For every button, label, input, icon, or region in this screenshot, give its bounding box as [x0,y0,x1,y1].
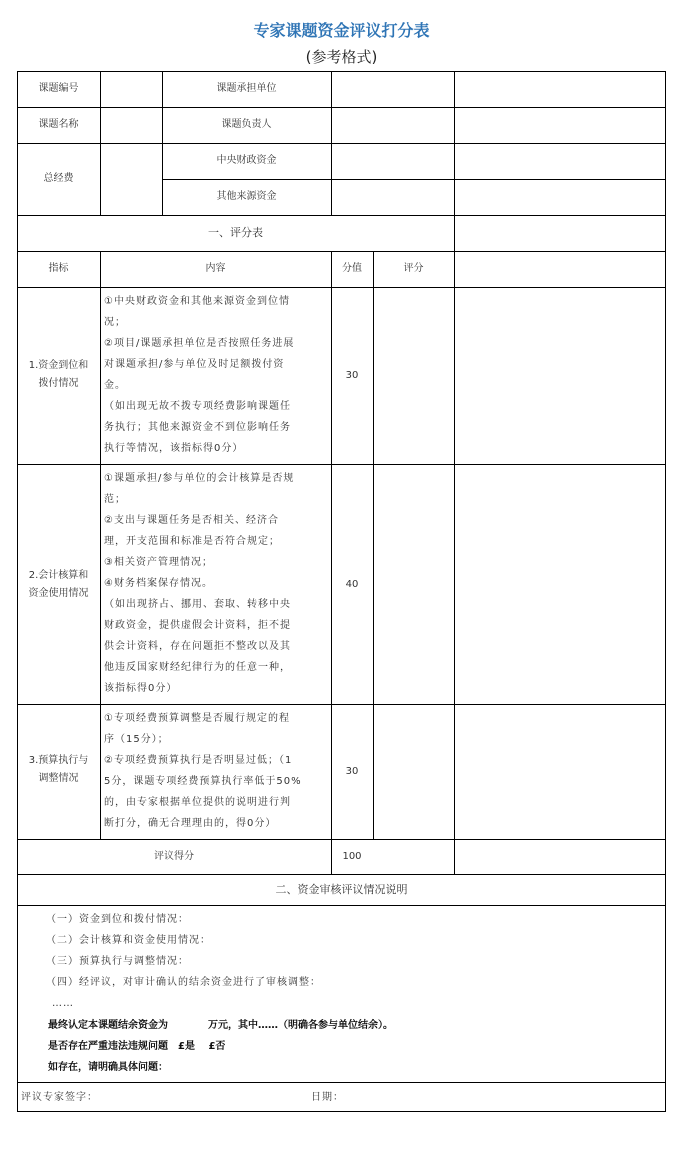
page-title: 专家课题资金评议打分表 [253,21,430,40]
note-4: （四）经评议，对审计确认的结余资金进行了审核调整： [46,977,321,988]
total-funds-label: 总经费 [43,173,74,184]
row-3-content: ①专项经费预算调整是否履行规定的程 序（15分）； ②专项经费预算执行是否明显过低；（1 5分，课题专项经费预算执行率低于50% 的，由专家根据单位提供的说明进行判 断打分，确无合理理由的，得0分） [104,713,302,829]
row-3-score: 30 [345,766,359,777]
other-funds-label: 其他来源资金 [216,191,277,202]
final-line-2: 是否存在严重违法违规问题 £是 £否 [48,1041,226,1052]
section-2-title: 二、资金审核评议情况说明 [275,883,408,896]
final-line-3: 如存在，请明确具体问题： [48,1062,168,1073]
date-label: 日期： [311,1092,344,1103]
row-2-content: ①课题承担/参与单位的会计核算是否规 范； ②支出与课题任务是否相关、经济合 理，开支范围和标准是否符合规定； ③相关资产管理情况； ④财务档案保存情况。 （如出现挤占、挪用、套取、转移中央 财政资金，提供虚假会计资料，拒不提 供会计资料，存在问题拒不整改以及其 他违反国家财经纪律行为的任意一种， 该指标得0分） [104,473,295,694]
section-1-title: 一、评分表 [208,226,263,239]
page-subtitle: (参考格式) [305,48,378,66]
leader-label: 课题负责人 [221,119,272,130]
row-2-score: 40 [345,579,359,590]
row-1-score: 30 [345,370,359,381]
note-5: …… [52,998,74,1009]
final-line-1: 最终认定本课题结余资金为 万元，其中……（明确各参与单位结余）。 [48,1020,393,1031]
header-content: 内容 [205,263,226,274]
undertaker-label: 课题承担单位 [216,83,277,94]
signature-label: 评议专家签字： [21,1092,98,1103]
total-label: 评议得分 [154,851,194,862]
central-funds-label: 中央财政资金 [216,155,277,166]
row-1-content: ①中央财政资金和其他来源资金到位情 况； ②项目/课题承担单位是否按照任务进展 对课题承担/参与单位及时足额拨付资 金。 （如出现无故不拨专项经费影响课题任 务执行；其他来源资金不到位影响任务 执行等情况，该指标得0分） [104,296,295,454]
note-1: （一）资金到位和拨付情况： [46,914,189,925]
header-indicator: 指标 [48,263,69,274]
notes [46,909,646,1014]
project-name-label: 课题名称 [38,119,79,130]
project-no-label: 课题编号 [38,83,79,94]
row-3-indicator: 3.预算执行与 调整情况 [28,755,89,784]
note-3: （三）预算执行与调整情况： [46,956,189,967]
row-2-indicator: 2.会计核算和 资金使用情况 [28,570,89,599]
note-2: （二）会计核算和资金使用情况： [46,935,211,946]
total-score: 100 [342,851,362,862]
header-score-value: 分值 [342,263,362,274]
row-1-indicator: 1.资金到位和 拨付情况 [28,360,89,389]
header-rating: 评分 [403,263,424,274]
